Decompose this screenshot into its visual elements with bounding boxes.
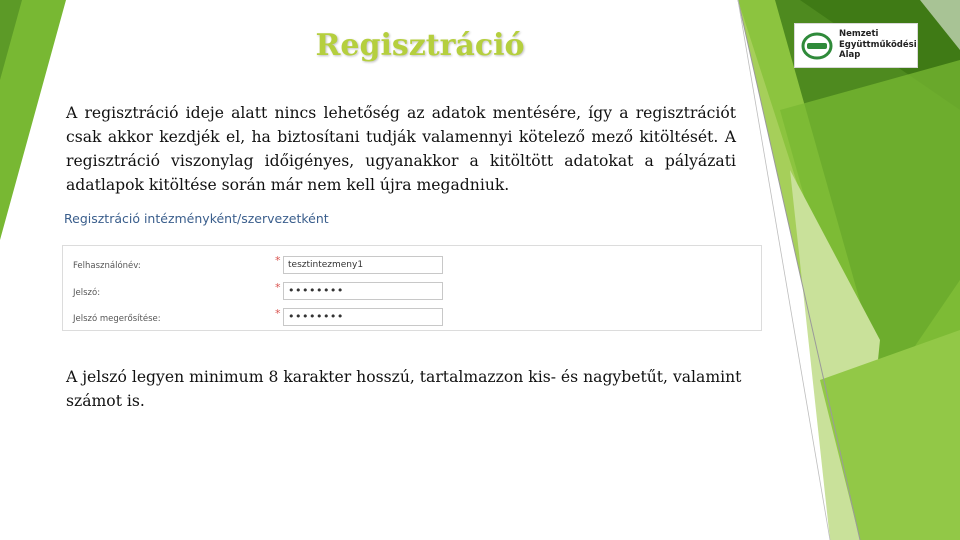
slide-title: Regisztráció xyxy=(315,28,525,63)
password-input[interactable]: •••••••• xyxy=(283,282,443,300)
username-label: Felhasználónév: xyxy=(73,261,141,271)
password-confirm-required-mark: * xyxy=(275,307,281,320)
registration-form-screenshot xyxy=(60,205,765,335)
nea-logo xyxy=(794,23,918,68)
password-note: A jelszó legyen minimum 8 karakter hosszú, tartalmazzon kis- és nagybetűt, valamint számot is. xyxy=(66,368,742,410)
username-required-mark: * xyxy=(275,254,281,267)
intro-paragraph: A regisztráció ideje alatt nincs lehetőség az adatok mentésére, így a regisztrációt csak akkor kezdjék el, ha biztosítani tudják valamennyi kötelező mező kitöltését. A regisztráció viszonylag időigényes, ugyanakkor a kitöltött adatokat a pályázati adatlapok kitöltése során már nem kell újra megadniuk. xyxy=(66,104,736,194)
logo-line-2: Együttműködési xyxy=(839,39,917,50)
nea-logo-icon xyxy=(799,30,835,62)
form-panel xyxy=(62,245,762,331)
username-input[interactable]: tesztintezmeny1 xyxy=(283,256,443,274)
logo-text xyxy=(839,29,917,61)
logo-line-1: Nemzeti xyxy=(839,29,879,39)
form-heading: Regisztráció intézményként/szervezetként xyxy=(64,211,329,226)
logo-line-3: Alap xyxy=(839,50,861,60)
password-label: Jelszó: xyxy=(73,288,101,298)
password-required-mark: * xyxy=(275,281,281,294)
password-confirm-input[interactable]: •••••••• xyxy=(283,308,443,326)
password-confirm-label: Jelszó megerősítése: xyxy=(73,314,161,324)
